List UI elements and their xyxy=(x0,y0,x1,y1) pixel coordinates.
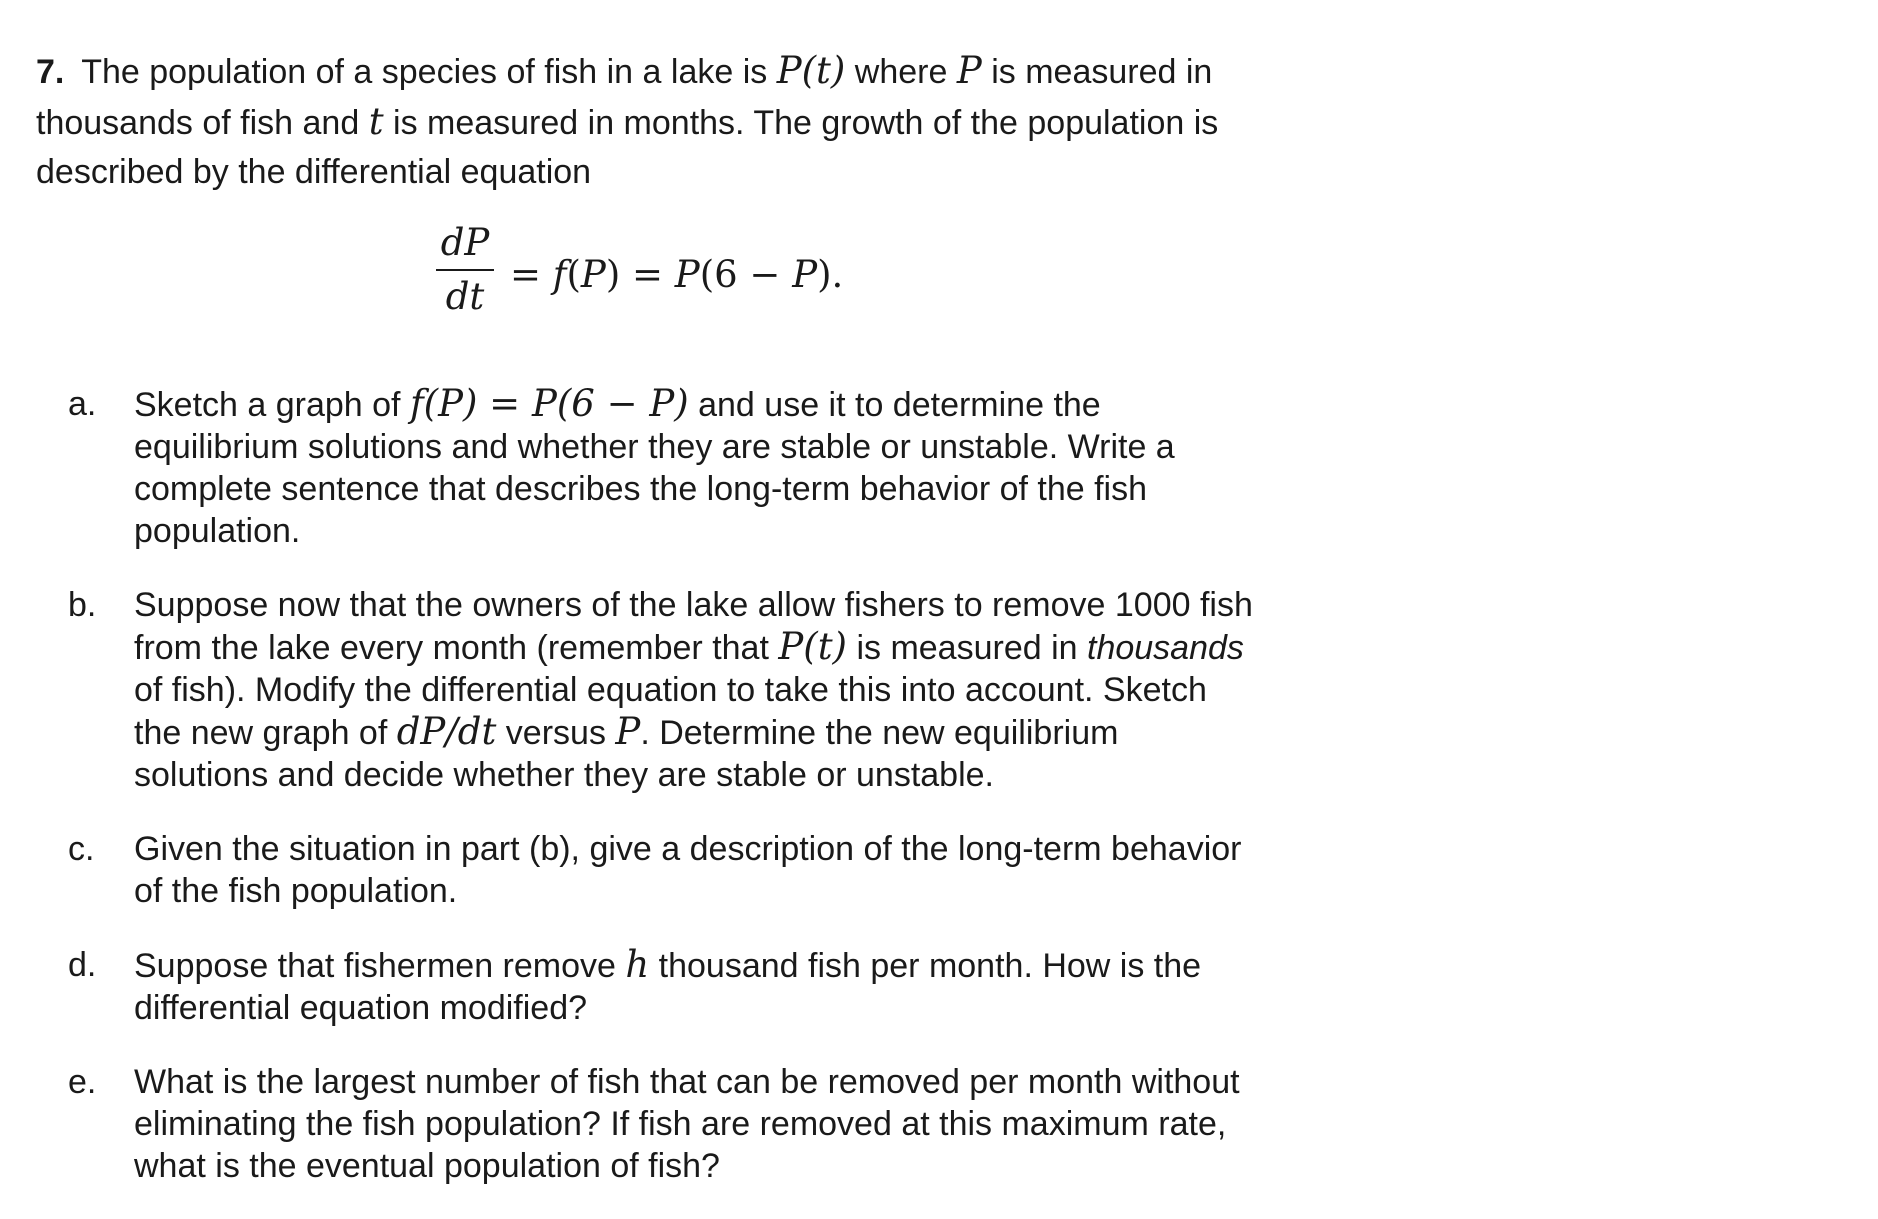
part-b-text-1: Suppose now that the owners of the lake allow fishers to remove 1000 fish from the lake every month (remember that xyxy=(134,586,1253,667)
part-d-math: h xyxy=(625,943,650,986)
part-a-label: a. xyxy=(68,385,97,423)
eq-lparen: ( xyxy=(566,253,581,296)
part-e xyxy=(36,1061,1256,1187)
part-e-label: e. xyxy=(68,1063,97,1101)
eq-close: ). xyxy=(817,253,844,296)
part-b-label: b. xyxy=(68,586,97,624)
question-intro xyxy=(36,46,1256,197)
part-a-math: f(P) = P(6 − P) xyxy=(409,382,689,425)
fraction-numerator: dP xyxy=(436,221,494,271)
part-b-text-5: . Determine the new equilibrium solutions and decide whether they are stable or unstable. xyxy=(134,714,1119,794)
part-a-text-2: and use it to determine the equilibrium solutions and whether they are stable or unstable. Write a complete sentence that describes the long-term behavior of the fish population. xyxy=(134,386,1175,550)
intro-math-t: t xyxy=(368,100,384,143)
intro-text-1: The population of a species of fish in a lake is xyxy=(72,53,777,91)
part-a xyxy=(36,383,1256,552)
eq-six-minus: (6 − xyxy=(699,253,793,296)
part-b-emphasis: thousands xyxy=(1087,629,1244,667)
part-b-text-3: of fish). Modify the differential equation to take this into account. Sketch the new graph of xyxy=(134,671,1207,752)
part-c-label: c. xyxy=(68,830,95,868)
derivative-fraction xyxy=(436,221,494,319)
part-b-text-4: versus xyxy=(496,714,616,752)
part-d-label: d. xyxy=(68,946,97,984)
part-d-text-2: thousand fish per month. How is the differential equation modified? xyxy=(134,947,1202,1027)
equals-sign-1: = xyxy=(510,253,553,296)
eq-p2: P xyxy=(674,253,700,296)
part-d xyxy=(36,944,1256,1029)
eq-f: f xyxy=(552,253,567,296)
differential-equation xyxy=(36,213,1256,363)
intro-text-4: is measured in months. The growth of the population is described by the differential equation xyxy=(36,104,1219,191)
question-number: 7. xyxy=(36,53,65,91)
part-e-text: What is the largest number of fish that can be removed per month without eliminating the fish population? If fish are removed at this maximum rate, what is the eventual population of fish? xyxy=(134,1063,1240,1185)
intro-math-pt: P(t) xyxy=(776,49,846,92)
question-parts xyxy=(36,383,1256,1187)
part-b-math-1: P(t) xyxy=(778,625,847,668)
part-d-text-1: Suppose that fishermen remove xyxy=(134,947,626,985)
part-c xyxy=(36,828,1256,912)
eq-rparen: ) xyxy=(605,253,621,296)
part-a-text-1: Sketch a graph of xyxy=(134,386,410,424)
part-b-text-2: is measured in xyxy=(847,629,1087,667)
fraction-denominator: dt xyxy=(445,275,485,318)
intro-text-3: is measured in thousands of fish and xyxy=(36,53,1213,142)
equation-right-side xyxy=(510,253,843,296)
problem-page xyxy=(36,46,1256,1219)
eq-p3: P xyxy=(792,253,818,296)
part-b-math-2: dP/dt xyxy=(396,710,497,753)
equals-sign-2: = xyxy=(620,253,675,296)
part-b xyxy=(36,584,1256,796)
intro-text-2: where xyxy=(845,53,957,91)
intro-math-p: P xyxy=(956,49,982,92)
part-b-math-3: P xyxy=(615,710,641,753)
part-c-text: Given the situation in part (b), give a description of the long-term behavior of the fish population. xyxy=(134,830,1242,910)
eq-p1: P xyxy=(580,253,606,296)
